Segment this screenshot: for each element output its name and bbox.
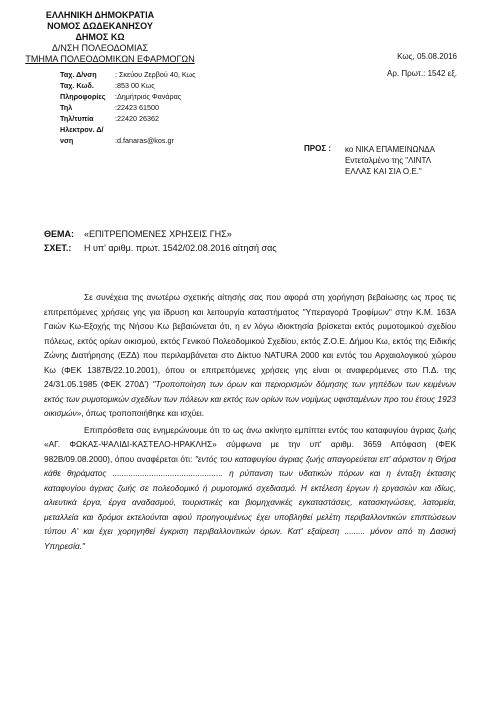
subject-label: ΘΕΜΑ: <box>44 229 74 239</box>
contact-value: :d.fanaras@kos.gr <box>115 136 174 145</box>
letter-body <box>44 290 456 553</box>
sender-line-directorate: Δ/ΝΣΗ ΠΟΛΕΟΔΟΜΙΑΣ <box>51 43 149 53</box>
recipient-line: ΕΛΛΑΣ ΚΑΙ ΣΙΑ Ο.Ε." <box>345 167 422 176</box>
body-p1-tail: , όπως τροποποιήθηκε και ισχύει. <box>81 408 205 418</box>
protocol-number: Αρ. Πρωτ.: 1542 εξ. <box>386 69 457 78</box>
contact-label: Τηλ/τυπία <box>60 114 94 123</box>
contact-value: :Δημήτριος Φανάρας <box>115 92 182 101</box>
recipient-line: Εντεταλμένο της "ΛΙΝΤΛ <box>345 156 432 165</box>
sender-line-department: ΤΜΗΜΑ ΠΟΛΕΟΔΟΜΙΚΩΝ ΕΦΑΡΜΟΓΩΝ <box>25 54 195 64</box>
contact-row <box>60 69 196 80</box>
contact-label: Πληροφορίες <box>60 92 106 101</box>
contact-label: Ταχ. Δ/νση <box>60 70 97 79</box>
document-date: Κως, 05.08.2016 <box>397 52 457 61</box>
contact-row <box>60 91 181 102</box>
contact-label: Ταχ. Κωδ. <box>60 81 94 90</box>
reference-value: Η υπ' αριθμ. πρωτ. 1542/02.08.2016 αίτησή σας <box>84 243 277 253</box>
contact-row <box>60 102 159 113</box>
contact-value: :22420 26362 <box>115 114 159 123</box>
body-p2-text: Επιπρόσθετα σας ενημερώνουμε ότι το ως άνω ακίνητο εμπίπτει εντός του καταφυγίου άγριας ζωής «ΑΓ. ΦΩΚΑΣ-ΨΑΛΙΔΙ-ΚΑΣΤΕΛΟ-ΗΡΑΚΛΗΣ» σύμφωνα με την υπ' αριθμ. 3659 Απόφαση (ΦΕΚ 982Β/09.08.2000), όπου αναφέρεται ότι: <box>44 424 456 464</box>
body-paragraph-2 <box>44 423 456 554</box>
sender-line-prefecture: ΝΟΜΟΣ ΔΩΔΕΚΑΝΗΣΟΥ <box>47 21 153 31</box>
contact-row <box>60 124 174 146</box>
recipient-label: ΠΡΟΣ : <box>304 144 332 153</box>
body-p1-quote: "Τροποποίηση των όρων και περιορισμών δόμησης των γηπέδων των κειμένων εκτός των ρυμοτομικών σχεδίων των πόλεων και εκτός των ορίων των νομίμως υφισταμένων προ του έτους 1923 οικισμών» <box>44 379 456 418</box>
sender-line-municipality: ΔΗΜΟΣ ΚΩ <box>75 32 125 42</box>
contact-value: : Σκεύου Ζερβού 40, Κως <box>115 70 196 79</box>
contact-row <box>60 113 159 124</box>
contact-row <box>60 80 155 91</box>
body-p1-text: Σε συνέχεια της ανωτέρω σχετικής αίτησής σας που αφορά στη χορήγηση βεβαίωσης ως προς τις επιτρεπόμενες χρήσεις γης για ίδρυση και λειτουργία καταστήματος "Υπεραγορά Τροφίμων" στην Κ.Μ. 163Α Γαιών Κω-Εξοχής της Νήσου Κω βεβαιώνεται ότι, η εν λόγω ιδιοκτησία βρίσκεται εκτός ρυμοτομικού σχεδίου πόλεως, εκτός ορίων οικισμού, εκτός Γενικού Πολεοδομικού Σχεδίου, εκτός Ζ.Ο.Ε. Δήμου Κω, εκτός της Ειδικής Ζώνης Διατήρησης (ΕΖΔ) που περιλαμβάνεται στο Δίκτυο NATURA 2000 και εντός του Αρχαιολογικού χώρου Κω (ΦΕΚ 1387Β/22.10.2001), όπου οι επιτρεπόμενες χρήσεις γης είναι οι αναφερόμενες στο Π.Δ. της 24/31.05.1985 (ΦΕΚ 270Δ') <box>44 292 456 389</box>
contact-value: :22423 61500 <box>115 103 159 112</box>
recipient-line: κο ΝΙΚΑ ΕΠΑΜΕΙΝΩΝΔΑ <box>345 145 435 154</box>
contact-label: Τηλ <box>60 103 73 112</box>
body-p2-quote: "εντός του καταφυγίου άγριας ζωής απαγορεύεται επ' αόριστον η Θήρα κάθε θηράματος ................................................ η ρύπανση των υδατικών πόρων και η ένταξη έκτασης καταφυγίου άγριας ζωής σε πολεοδομικό ή ρυμοτομικό σχεδιασμό. Η εκτέλεση έργων ή εργασιών και ιδίως, αλιευτικά έργα, έργα αναδασμού, τουριστικές και βιομηχανικές εγκαταστάσεις, κατασκηνώσεις, λατομεία, μεταλλεία και δρόμοι εκτελούνται αφού προηγουμένως έχει υποβληθεί μελέτη περιβαλλοντικών επιπτώσεων τύπου Α' και έχει χορηγηθεί έγκριση περιβαλλοντικών όρων. Κατ' εξαίρεση ......... μόνον από τη Δασική Υπηρεσία." <box>44 453 457 551</box>
contact-label: Ηλεκτρον. Δ/νση <box>60 125 104 145</box>
reference-label: ΣΧΕΤ.: <box>44 243 72 253</box>
body-paragraph-1 <box>44 290 456 421</box>
sender-line-republic: ΕΛΛΗΝΙΚΗ ΔΗΜΟΚΡΑΤΙΑ <box>45 10 155 20</box>
contact-value: :853 00 Κως <box>115 81 155 90</box>
subject-value: «ΕΠΙΤΡΕΠΟΜΕΝΕΣ ΧΡΗΣΕΙΣ ΓΗΣ» <box>84 229 232 239</box>
